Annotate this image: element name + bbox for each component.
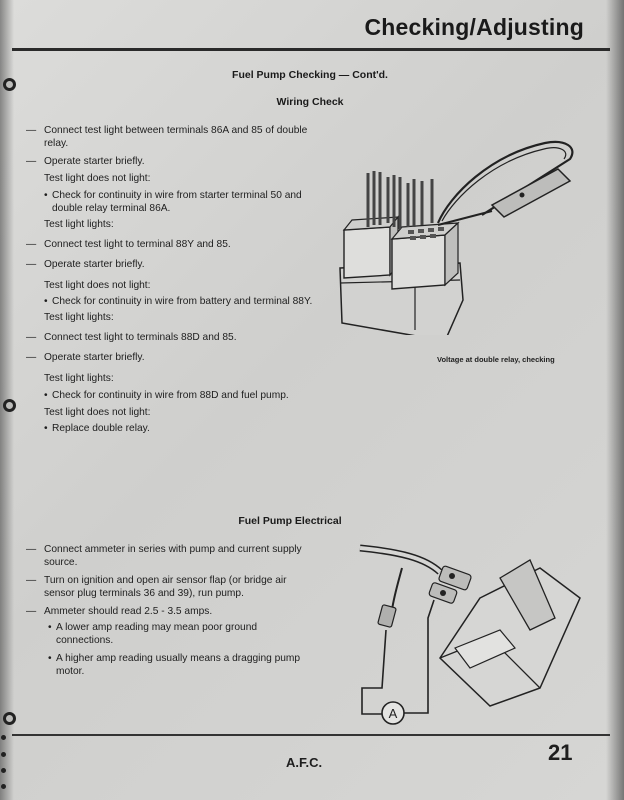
bullet-item: • A lower amp reading may mean poor ground connections. bbox=[26, 621, 316, 648]
page-number: 21 bbox=[548, 740, 573, 765]
condition: Test light does not light: bbox=[44, 279, 151, 291]
condition: Test light lights: bbox=[44, 312, 114, 324]
step: — Ammeter should read 2.5 - 3.5 amps. bbox=[26, 605, 316, 618]
condition: Test light lights: bbox=[44, 372, 114, 384]
bullet-item: • A higher amp reading usually means a dragging pump motor. bbox=[26, 652, 316, 679]
wiring-check-steps bbox=[26, 124, 326, 438]
condition: Test light does not light: bbox=[44, 173, 151, 185]
header-rule bbox=[12, 48, 610, 51]
step: — Operate starter briefly. bbox=[26, 351, 326, 364]
step: — Connect ammeter in series with pump and current supply source. bbox=[26, 543, 316, 570]
test-light-probe bbox=[492, 169, 570, 217]
footer-rule bbox=[12, 734, 610, 736]
step: — Connect test light to terminals 88D and 85. bbox=[26, 331, 326, 344]
condition: Test light lights: bbox=[44, 219, 114, 231]
step: — Turn on ignition and open air sensor flap (or bridge air sensor plug terminals 36 and 39), run pump. bbox=[26, 574, 316, 601]
bullet-item: • Check for continuity in wire from battery and terminal 88Y. bbox=[26, 295, 326, 308]
relay-block-right bbox=[392, 235, 445, 289]
binding-dot bbox=[1, 768, 6, 773]
relay-block-left bbox=[344, 227, 390, 278]
binding-dot bbox=[1, 735, 6, 740]
bullet-item: • Check for continuity in wire from 88D and fuel pump. bbox=[26, 389, 326, 402]
page-header-title: Checking/Adjusting bbox=[364, 14, 584, 40]
binding-dot bbox=[1, 784, 6, 789]
step: — Operate starter briefly. bbox=[26, 155, 326, 168]
step: — Connect test light between terminals 86A and 85 of double relay. bbox=[26, 124, 326, 151]
figure-caption-relay: Voltage at double relay, checking bbox=[437, 355, 555, 364]
binder-hole bbox=[3, 712, 16, 725]
ammeter-wiring-figure bbox=[340, 538, 600, 728]
double-relay-figure bbox=[330, 135, 590, 335]
fuse-holder bbox=[378, 605, 397, 628]
condition: Test light does not light: bbox=[44, 406, 151, 418]
step: — Operate starter briefly. bbox=[26, 258, 326, 271]
section-title-fuel-pump-electrical: Fuel Pump Electrical bbox=[238, 515, 342, 527]
binding-dot bbox=[1, 752, 6, 757]
bullet-item: • Replace double relay. bbox=[26, 422, 326, 435]
bullet-item: • Check for continuity in wire from starter terminal 50 and double relay terminal 86A. bbox=[26, 189, 326, 216]
section-title-fuel-pump-checking: Fuel Pump Checking — Cont'd. bbox=[232, 69, 388, 81]
step: — Connect test light to terminal 88Y and 85. bbox=[26, 238, 326, 251]
section-subtitle-wiring-check: Wiring Check bbox=[276, 96, 344, 108]
binder-hole bbox=[3, 399, 16, 412]
binder-hole bbox=[3, 78, 16, 91]
footer-label: A.F.C. bbox=[286, 755, 323, 770]
ammeter-symbol: A bbox=[388, 706, 398, 721]
page-edge-shadow bbox=[606, 0, 624, 800]
fuel-pump-electrical-steps bbox=[26, 543, 316, 683]
